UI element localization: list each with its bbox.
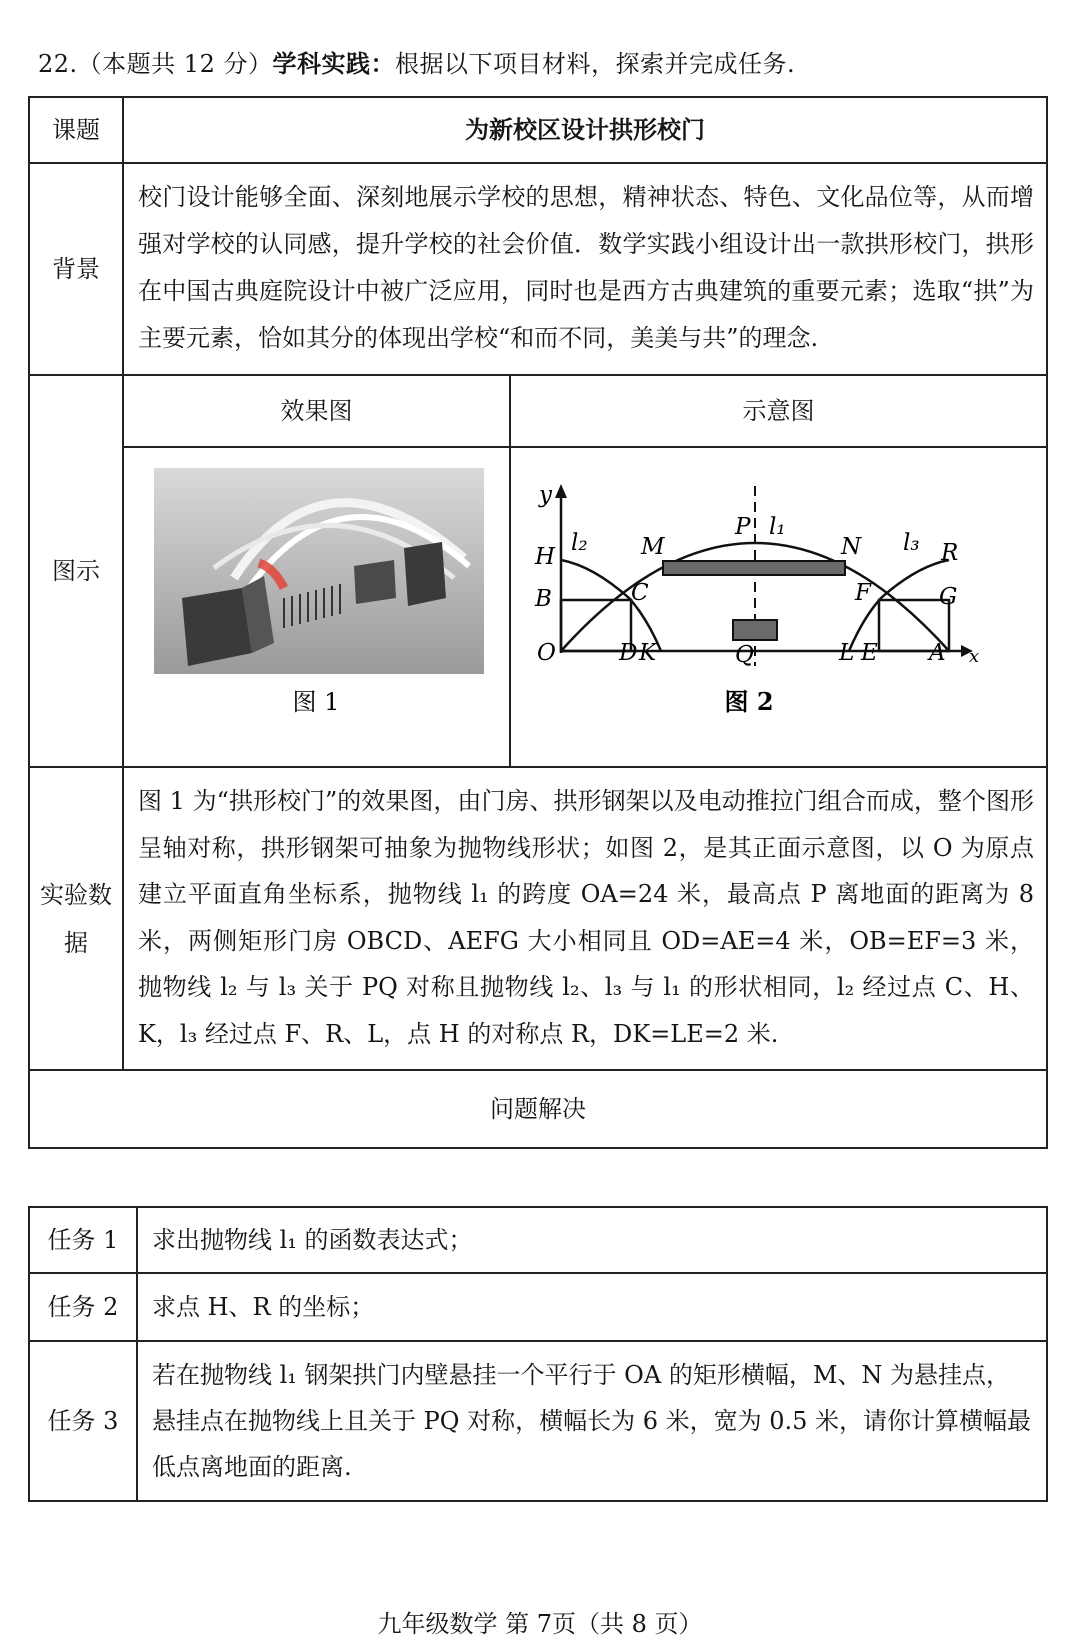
data-label: 实验数据 xyxy=(29,767,123,1070)
label-F: F xyxy=(855,580,871,606)
banner-rect xyxy=(663,561,845,575)
label-E: E xyxy=(861,640,878,666)
label-y: y xyxy=(539,482,552,508)
schematic-header: 示意图 xyxy=(510,375,1047,447)
task-1-text: 求出抛物线 l₁ 的函数表达式； xyxy=(137,1207,1047,1273)
task-3-text: 若在抛物线 l₁ 钢架拱门内壁悬挂一个平行于 OA 的矩形横幅，M、N 为悬挂点，悬挂点在抛物线上且关于 PQ 对称，横幅长为 6 米，宽为 0.5 米，请你计算横幅最低点离地面的距离. xyxy=(137,1341,1047,1501)
fig2-caption: 图 2 xyxy=(724,687,774,716)
topic-label: 课题 xyxy=(29,97,123,163)
task-2-label: 任务 2 xyxy=(29,1273,137,1341)
label-D: D xyxy=(619,640,638,666)
background-text: 校门设计能够全面、深刻地展示学校的思想，精神状态、特色、文化品位等，从而增强对学校的认同感，提升学校的社会价值．数学实践小组设计出一款拱形校门，拱形在中国古典庭院设计中被广泛应用，同时也是西方古典建筑的重要元素；选取“拱”为主要元素，恰如其分的体现出学校“和而不同，美美与共”的理念. xyxy=(123,163,1047,375)
figure-2-cell xyxy=(510,447,1047,767)
label-M: M xyxy=(641,534,665,560)
question-instruction: 根据以下项目材料，探索并完成任务. xyxy=(394,50,796,78)
gate-render-image xyxy=(124,448,509,766)
tasks-table xyxy=(28,1206,1048,1502)
label-O: O xyxy=(537,640,556,666)
schematic-diagram xyxy=(511,448,996,766)
label-x: x xyxy=(969,646,980,667)
label-l3: l₃ xyxy=(903,530,920,556)
label-C: C xyxy=(631,580,649,606)
effect-header: 效果图 xyxy=(123,375,510,447)
label-A: A xyxy=(929,640,946,666)
problem-header: 问题解决 xyxy=(29,1070,1047,1148)
label-P: P xyxy=(735,514,751,540)
task-1-label: 任务 1 xyxy=(29,1207,137,1273)
label-B: B xyxy=(535,586,552,612)
label-l1: l₁ xyxy=(769,514,786,540)
label-G: G xyxy=(939,584,958,610)
data-text: 图 1 为“拱形校门”的效果图，由门房、拱形钢架以及电动推拉门组合而成，整个图形呈轴对称，拱形钢架可抽象为抛物线形状；如图 2，是其正面示意图，以 O 为原点建立平面直角坐标系，抛物线 l₁ 的跨度 OA=24 米，最高点 P 离地面的距离为 8 米，两侧矩形门房 OBCD、AEFG 大小相同且 OD=AE=4 米，OB=EF=3 米，抛物线 l₂ 与 l₃ 关于 PQ 对称且抛物线 l₂、l₃ 与 l₁ 的形状相同，l₂ 经过点 C、H、K，l₃ 经过点 F、R、L，点 H 的对称点 R，DK=LE=2 米. xyxy=(123,767,1047,1070)
label-H: H xyxy=(535,544,556,570)
question-score: （本题共 12 分） xyxy=(77,50,273,78)
label-K: K xyxy=(639,640,657,666)
project-table xyxy=(28,96,1048,1149)
task-3-label: 任务 3 xyxy=(29,1341,137,1501)
label-R: R xyxy=(941,540,959,566)
label-L: L xyxy=(839,640,855,666)
sliding-gate xyxy=(733,620,777,640)
question-label: 学科实践： xyxy=(272,49,395,78)
question-number: 22. xyxy=(38,50,78,78)
task-2-text: 求点 H、R 的坐标； xyxy=(137,1273,1047,1341)
topic-title: 为新校区设计拱形校门 xyxy=(123,97,1047,163)
fig1-caption: 图 1 xyxy=(292,688,340,716)
page-footer: 九年级数学 第 7页（共 8 页） xyxy=(377,1610,703,1638)
question-heading xyxy=(38,44,795,79)
background-label: 背景 xyxy=(29,163,123,375)
label-l2: l₂ xyxy=(571,530,588,556)
figure-label: 图示 xyxy=(29,375,123,767)
figure-1-cell xyxy=(123,447,510,767)
label-Q: Q xyxy=(735,642,754,668)
y-axis-arrow xyxy=(555,484,567,498)
label-N: N xyxy=(841,534,862,560)
